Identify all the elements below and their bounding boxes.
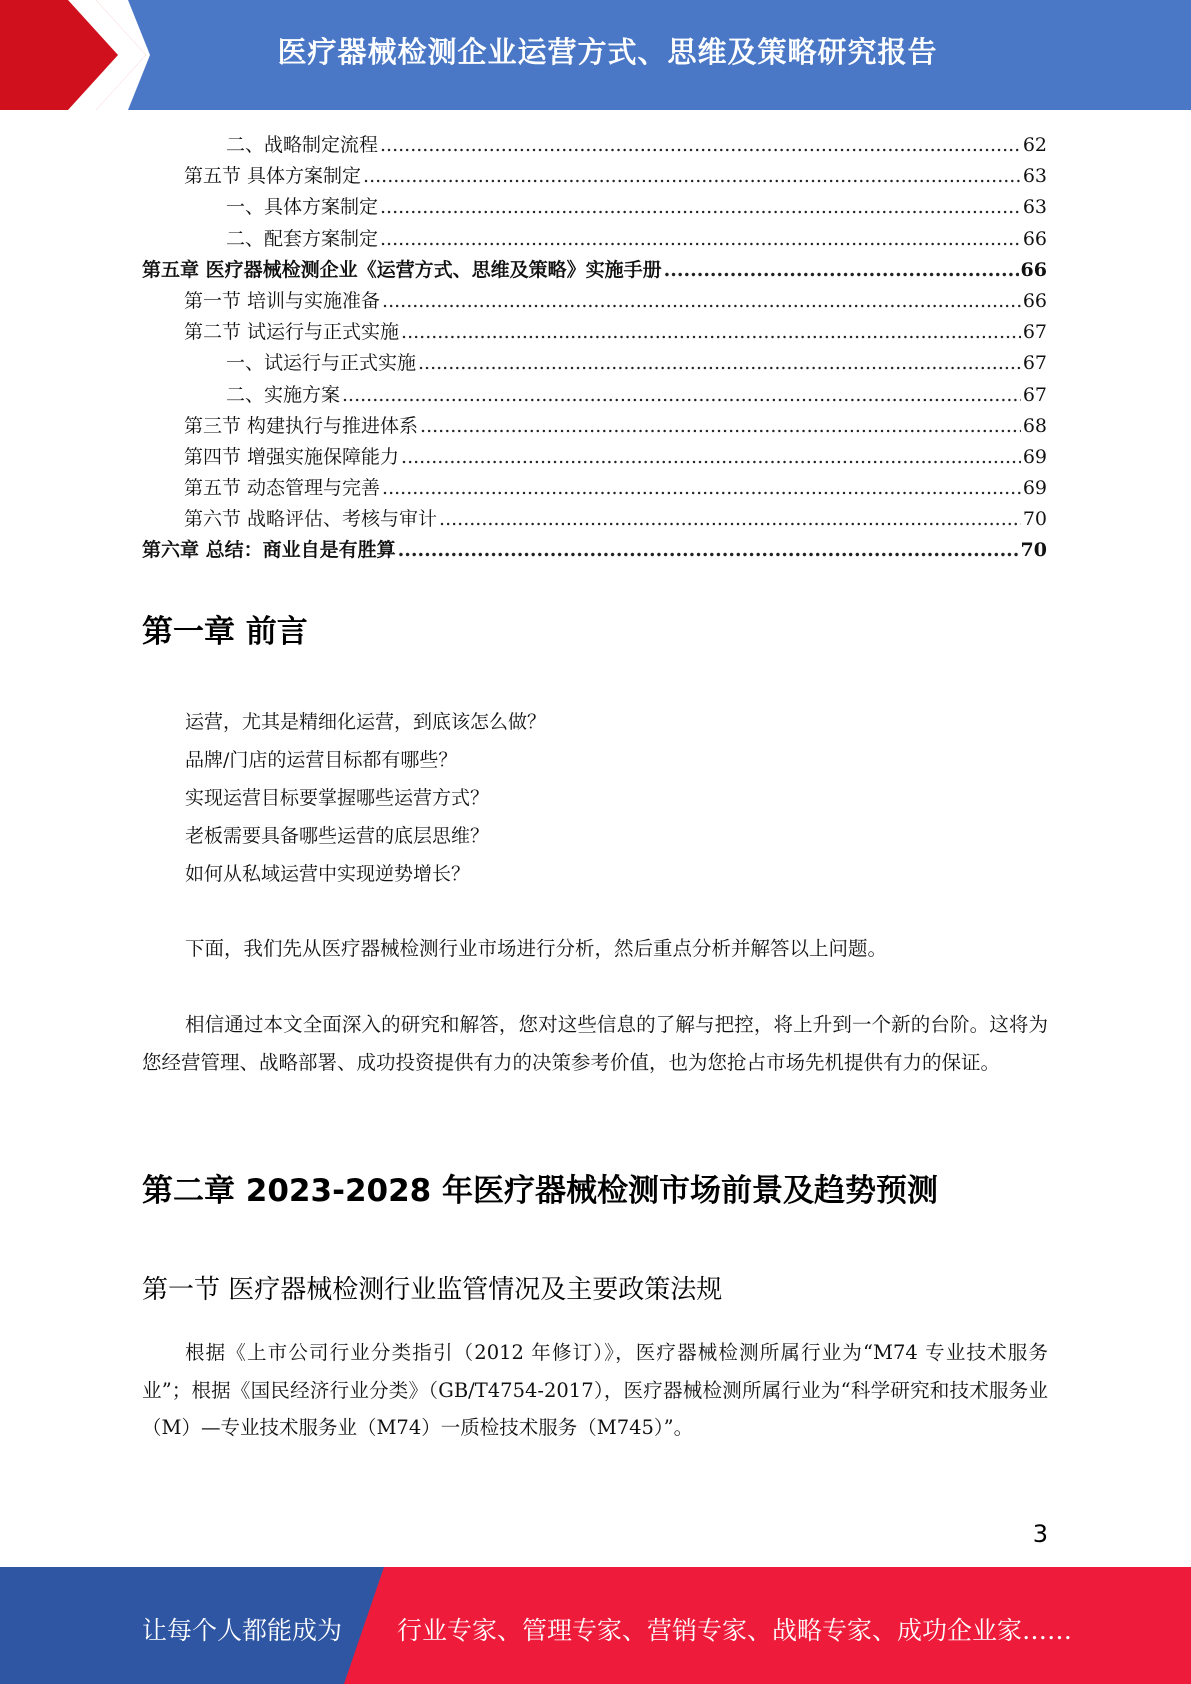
toc-entry[interactable] — [142, 317, 1047, 348]
toc-dot-leader — [380, 192, 1021, 223]
toc-entry[interactable] — [142, 255, 1047, 286]
toc-entry[interactable] — [142, 192, 1047, 223]
toc-entry-page: 67 — [1022, 383, 1047, 406]
chapter-1-title: 第一章 前言 — [142, 614, 308, 650]
toc-entry-label: 二、战略制定流程 — [226, 134, 379, 156]
footer-slogan-right: 行业专家、管理专家、营销专家、战略专家、成功企业家…… — [397, 1616, 1073, 1645]
toc-entry-label: 第五章 医疗器械检测企业《运营方式、思维及策略》实施手册 — [142, 258, 662, 281]
toc-entry-page: 68 — [1022, 414, 1047, 437]
toc-entry[interactable] — [142, 161, 1047, 192]
toc-dot-leader — [398, 535, 1019, 566]
toc-entry-page: 67 — [1022, 352, 1047, 375]
toc-entry-label: 第五节 具体方案制定 — [184, 165, 362, 188]
toc-entry-page: 62 — [1022, 134, 1047, 156]
toc-entry-label: 第二节 试运行与正式实施 — [184, 321, 400, 344]
toc-entry-label: 第五节 动态管理与完善 — [184, 477, 381, 500]
intro-paragraph-1: 下面，我们先从医疗器械检测行业市场进行分析，然后重点分析并解答以上问题。 — [185, 937, 888, 960]
toc-entry-label: 第六节 战略评估、考核与审计 — [184, 508, 438, 531]
toc-entry-page: 63 — [1022, 196, 1047, 219]
toc-entry[interactable] — [142, 535, 1047, 566]
section-1-paragraph: 根据《上市公司行业分类指引（2012 年修订）》，医疗器械检测所属行业为“M74 专业技术服务业”；根据《国民经济行业分类》（GB/T4754-2017），医疗器械检测所属行业为“科学研究和技术服务业（M）—专业技术服务业（M74）一质检技术服务（M745）”。 — [142, 1341, 1048, 1439]
toc-entry[interactable] — [142, 348, 1047, 379]
toc-dot-leader — [382, 286, 1021, 317]
toc-entry[interactable] — [142, 380, 1047, 411]
toc-dot-leader — [363, 161, 1021, 192]
toc-entry-page: 66 — [1022, 227, 1047, 250]
toc-entry[interactable] — [142, 504, 1047, 535]
toc-entry-page: 67 — [1022, 321, 1047, 344]
toc-entry-label: 第六章 总结：商业自是有胜算 — [142, 539, 396, 562]
toc-dot-leader — [418, 348, 1021, 379]
toc-entry[interactable] — [142, 411, 1047, 442]
toc-entry-label: 第三节 构建执行与推进体系 — [184, 414, 419, 437]
toc-entry-label: 第四节 增强实施保障能力 — [184, 445, 400, 468]
toc-entry[interactable] — [142, 130, 1047, 161]
page-number: 3 — [1032, 1520, 1048, 1548]
toc-entry-label: 一、具体方案制定 — [226, 196, 379, 219]
toc-dot-leader — [420, 411, 1021, 442]
toc-entry-page: 70 — [1022, 508, 1047, 531]
toc-entry-page: 70 — [1020, 539, 1047, 562]
table-of-contents — [142, 130, 1047, 567]
toc-entry[interactable] — [142, 224, 1047, 255]
toc-entry[interactable] — [142, 286, 1047, 317]
toc-entry-page: 63 — [1022, 165, 1047, 188]
section-1-title: 第一节 医疗器械检测行业监管情况及主要政策法规 — [142, 1275, 723, 1305]
toc-dot-leader — [380, 224, 1021, 255]
toc-dot-leader — [439, 504, 1021, 535]
question-3: 实现运营目标要掌握哪些运营方式？ — [185, 787, 490, 809]
page-header — [0, 0, 1191, 110]
question-1: 运营，尤其是精细化运营，到底该怎么做？ — [185, 711, 547, 733]
toc-entry[interactable] — [142, 442, 1047, 473]
toc-dot-leader — [401, 317, 1021, 348]
report-title: 医疗器械检测企业运营方式、思维及策略研究报告 — [277, 35, 938, 69]
toc-entry-page: 69 — [1022, 477, 1047, 500]
toc-entry[interactable] — [142, 473, 1047, 504]
toc-entry-label: 第一节 培训与实施准备 — [184, 289, 381, 312]
intro-paragraph-2: 相信通过本文全面深入的研究和解答，您对这些信息的了解与把控，将上升到一个新的台阶。这将为您经营管理、战略部署、成功投资提供有力的决策参考价值，也为您抢占市场先机提供有力的保证。 — [142, 1013, 1048, 1074]
chapter-2-title: 第二章 2023-2028 年医疗器械检测市场前景及趋势预测 — [142, 1173, 939, 1209]
toc-dot-leader — [664, 255, 1019, 286]
toc-entry-label: 二、配套方案制定 — [226, 227, 379, 250]
toc-entry-page: 66 — [1022, 289, 1047, 312]
toc-entry-page: 66 — [1020, 258, 1047, 281]
toc-dot-leader — [382, 473, 1021, 504]
question-4: 老板需要具备哪些运营的底层思维？ — [185, 825, 490, 847]
question-5: 如何从私域运营中实现逆势增长？ — [185, 863, 471, 885]
toc-entry-label: 一、试运行与正式实施 — [226, 352, 417, 375]
toc-dot-leader — [342, 380, 1021, 411]
toc-entry-page: 69 — [1022, 445, 1047, 468]
toc-dot-leader — [380, 130, 1021, 161]
question-2: 品牌/门店的运营目标都有哪些？ — [185, 749, 458, 771]
toc-entry-label: 二、实施方案 — [226, 383, 341, 406]
page-footer — [0, 1567, 1191, 1684]
toc-dot-leader — [401, 442, 1021, 473]
footer-slogan-left: 让每个人都能成为 — [142, 1616, 343, 1645]
